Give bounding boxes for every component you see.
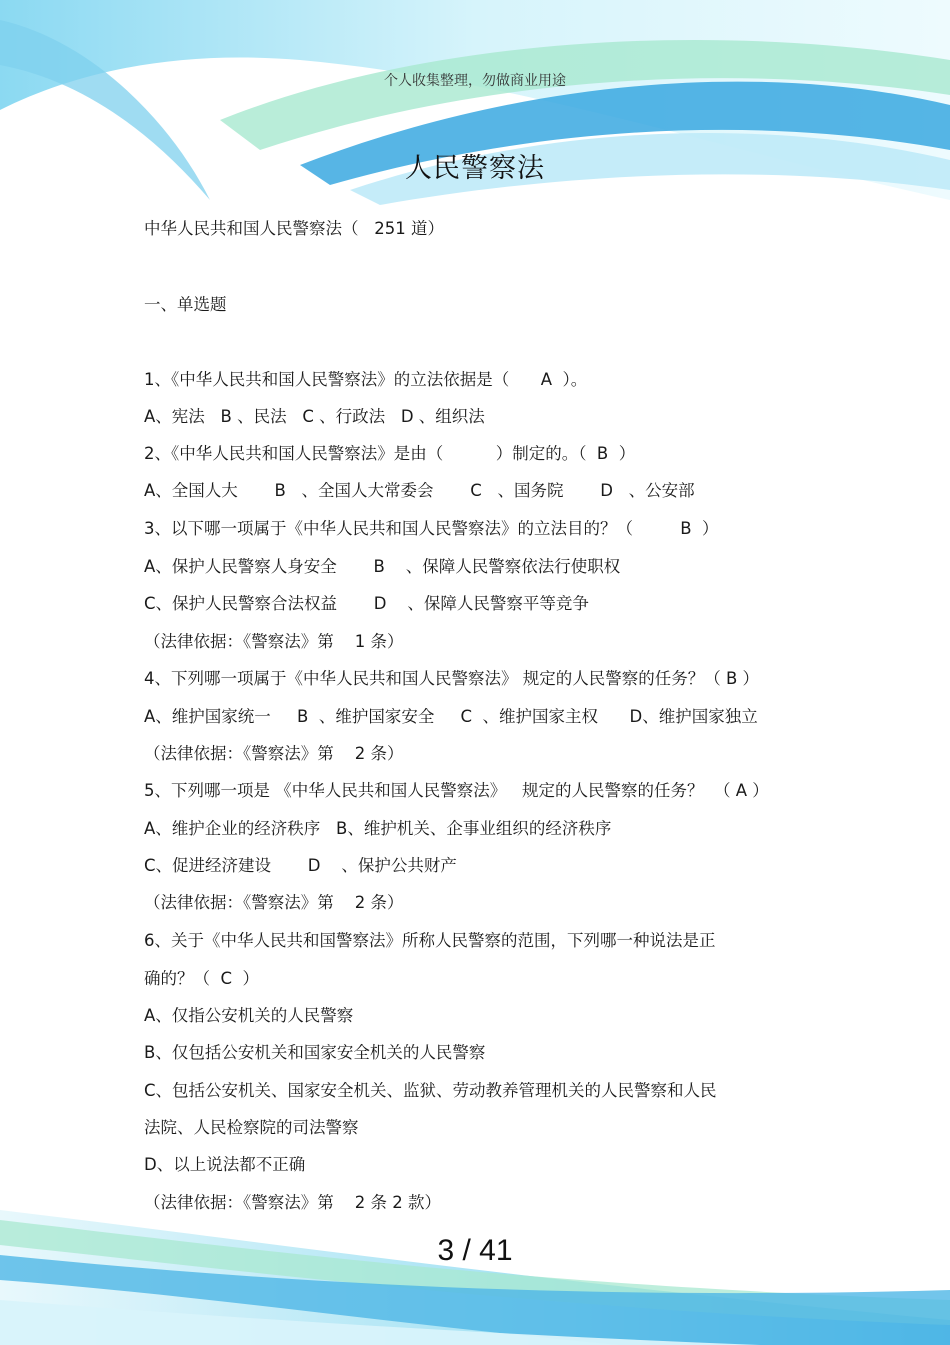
page-number: 3 / 41 [437, 1234, 513, 1267]
question-1: 1、《中华人民共和国人民警察法》的立法依据是（ A ）。 [144, 370, 588, 389]
question-6-option-b: B、仅包括公安机关和国家安全机关的人民警察 [144, 1043, 486, 1062]
question-4-legal-basis: （法律依据：《警察法》第 2 条） [144, 744, 404, 763]
question-6-option-a: A、仅指公安机关的人民警察 [144, 1006, 354, 1025]
document-title: 人民警察法 [405, 153, 545, 184]
section-heading: 一、单选题 [144, 295, 227, 314]
question-6-option-c-continued: 法院、人民检察院的司法警察 [144, 1118, 359, 1137]
question-3: 3、以下哪一项属于《中华人民共和国人民警察法》的立法目的？（ B ） [144, 519, 719, 538]
document-subtitle: 中华人民共和国人民警察法（ 251 道） [144, 219, 444, 238]
question-5-options-ab: A、维护企业的经济秩序 B、维护机关、企事业组织的经济秩序 [144, 819, 612, 838]
question-3-options-cd: C、保护人民警察合法权益 D 、保障人民警察平等竞争 [144, 594, 589, 613]
question-5-options-cd: C、促进经济建设 D 、保护公共财产 [144, 856, 457, 875]
watermark-text: 个人收集整理，勿做商业用途 [384, 73, 566, 89]
question-3-options-ab: A、保护人民警察人身安全 B 、保障人民警察依法行使职权 [144, 557, 621, 576]
question-5-legal-basis: （法律依据：《警察法》第 2 条） [144, 893, 404, 912]
question-2: 2、《中华人民共和国人民警察法》是由（ ）制定的。（ B ） [144, 444, 636, 463]
question-2-options: A、全国人大 B 、全国人大常委会 C 、国务院 D 、公安部 [144, 481, 695, 500]
question-6-option-d: D、以上说法都不正确 [144, 1155, 306, 1174]
question-3-legal-basis: （法律依据：《警察法》第 1 条） [144, 632, 404, 651]
question-1-options: A、宪法 B 、民法 C 、行政法 D 、组织法 [144, 407, 485, 426]
question-5: 5、下列哪一项是 《中华人民共和国人民警察法》 规定的人民警察的任务？ （ A ） [144, 781, 769, 800]
question-6: 6、关于《中华人民共和国警察法》所称人民警察的范围，下列哪一种说法是正 [144, 931, 716, 950]
question-6-continued: 确的？（ C ） [144, 969, 260, 988]
question-6-option-c: C、包括公安机关、国家安全机关、监狱、劳动教养管理机关的人民警察和人民 [144, 1081, 717, 1100]
question-6-legal-basis: （法律依据：《警察法》第 2 条 2 款） [144, 1193, 441, 1212]
question-4: 4、下列哪一项属于《中华人民共和国人民警察法》 规定的人民警察的任务？（ B ） [144, 669, 760, 688]
question-4-options: A、维护国家统一 B 、维护国家安全 C 、维护国家主权 D、维护国家独立 [144, 707, 758, 726]
